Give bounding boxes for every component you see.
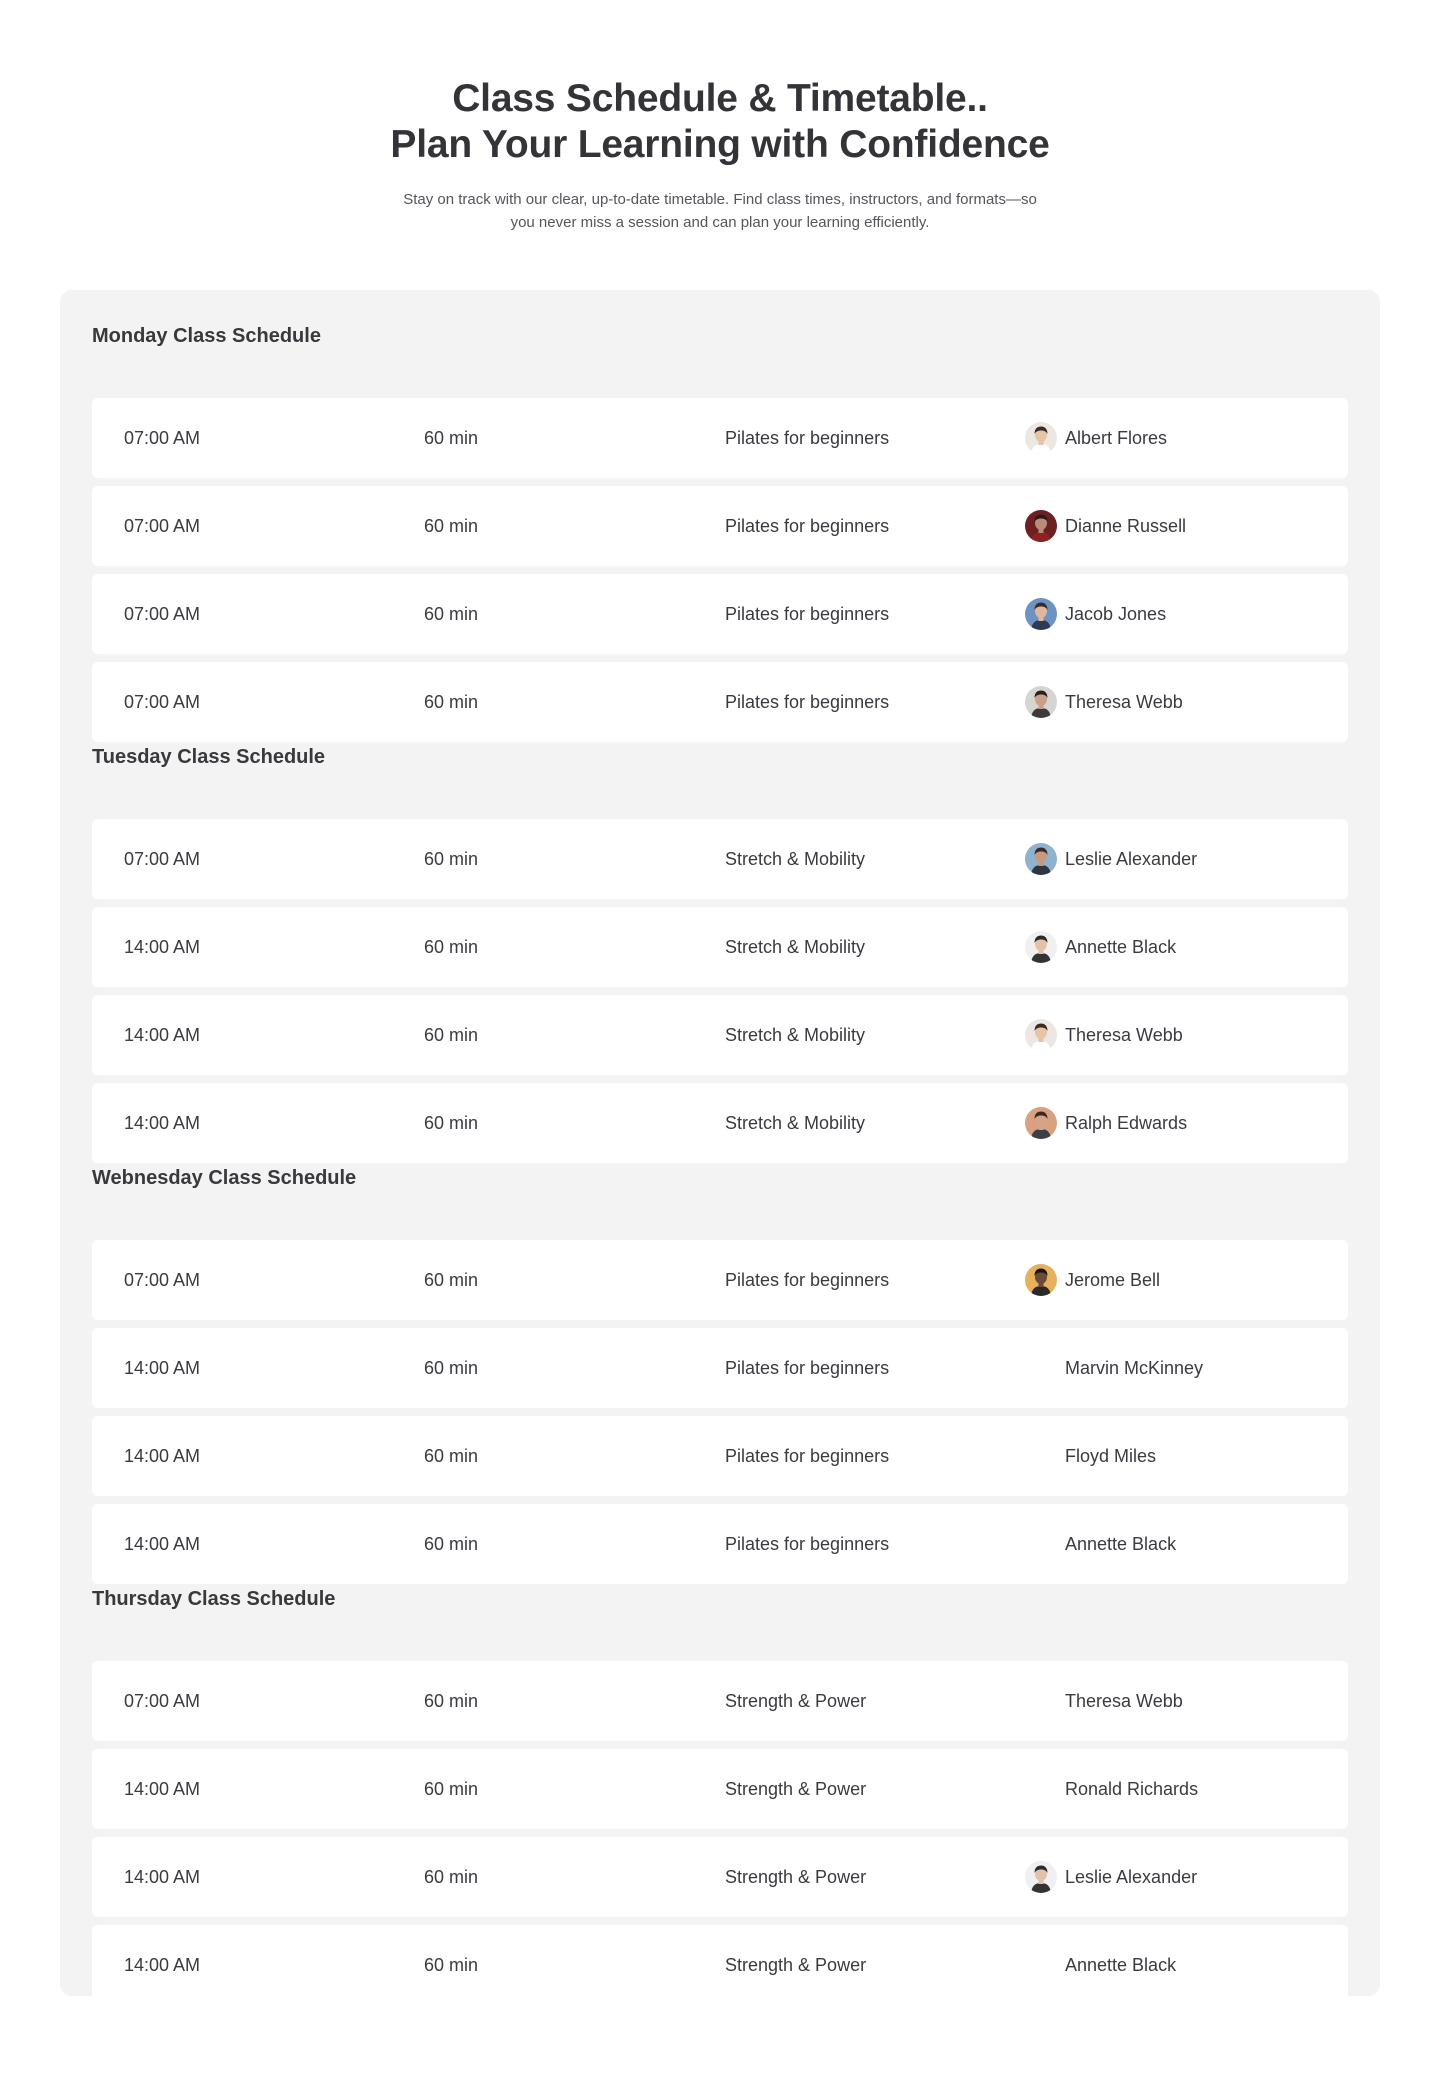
class-name: Strength & Power	[725, 1779, 867, 1799]
page-title-line-2: Plan Your Learning with Confidence	[390, 123, 1050, 166]
schedule-row[interactable]	[92, 819, 1348, 899]
schedule-row[interactable]	[92, 1749, 1348, 1829]
instructor-cell	[1025, 486, 1325, 566]
class-name: Strength & Power	[725, 1691, 867, 1711]
class-name: Pilates for beginners	[725, 604, 890, 624]
instructor-name: Ralph Edwards	[1065, 1113, 1188, 1133]
instructor-name: Marvin McKinney	[1065, 1358, 1204, 1378]
class-duration: 60 min	[424, 428, 479, 448]
instructor-cell	[1025, 1328, 1325, 1408]
instructor-cell	[1025, 1504, 1325, 1584]
class-time: 14:00 AM	[124, 1446, 201, 1466]
avatar	[1025, 1107, 1057, 1139]
avatar	[1025, 843, 1057, 875]
schedule-row[interactable]	[92, 398, 1348, 478]
class-time: 14:00 AM	[124, 1867, 201, 1887]
instructor-name: Floyd Miles	[1065, 1446, 1157, 1466]
schedule-row[interactable]	[92, 1240, 1348, 1320]
class-time: 07:00 AM	[124, 692, 201, 712]
instructor-cell	[1025, 995, 1325, 1075]
class-time: 07:00 AM	[124, 1270, 201, 1290]
class-duration: 60 min	[424, 1358, 479, 1378]
schedule-row[interactable]	[92, 995, 1348, 1075]
class-time: 14:00 AM	[124, 1113, 201, 1133]
instructor-cell	[1025, 662, 1325, 742]
class-duration: 60 min	[424, 849, 479, 869]
class-duration: 60 min	[424, 692, 479, 712]
class-duration: 60 min	[424, 1113, 479, 1133]
instructor-name: Theresa Webb	[1065, 1025, 1183, 1045]
avatar	[1025, 1019, 1057, 1051]
class-name: Pilates for beginners	[725, 1534, 890, 1554]
avatar	[1025, 1861, 1057, 1893]
class-duration: 60 min	[424, 1955, 479, 1975]
class-time: 07:00 AM	[124, 428, 201, 448]
instructor-cell	[1025, 398, 1325, 478]
class-time: 07:00 AM	[124, 849, 201, 869]
instructor-name: Jerome Bell	[1065, 1270, 1161, 1290]
instructor-cell	[1025, 1925, 1325, 2005]
class-time: 07:00 AM	[124, 516, 201, 536]
instructor-name: Dianne Russell	[1065, 516, 1187, 536]
instructor-cell	[1025, 1661, 1325, 1741]
avatar	[1025, 598, 1057, 630]
instructor-name: Ronald Richards	[1065, 1779, 1199, 1799]
schedule-row[interactable]	[92, 1837, 1348, 1917]
schedule-row[interactable]	[92, 907, 1348, 987]
class-time: 07:00 AM	[124, 1691, 201, 1711]
class-name: Strength & Power	[725, 1955, 867, 1975]
schedule-row[interactable]	[92, 1083, 1348, 1163]
instructor-name: Leslie Alexander	[1065, 1867, 1198, 1887]
instructor-cell	[1025, 819, 1325, 899]
class-duration: 60 min	[424, 1779, 479, 1799]
class-duration: 60 min	[424, 1867, 479, 1887]
class-time: 14:00 AM	[124, 1025, 201, 1045]
class-duration: 60 min	[424, 937, 479, 957]
class-duration: 60 min	[424, 1691, 479, 1711]
class-time: 14:00 AM	[124, 937, 201, 957]
thursday-schedule-title: Thursday Class Schedule	[92, 1588, 336, 1610]
schedule-row[interactable]	[92, 486, 1348, 566]
wednesday-schedule-title: Webnesday Class Schedule	[92, 1167, 357, 1189]
class-duration: 60 min	[424, 1270, 479, 1290]
schedule-row[interactable]	[92, 574, 1348, 654]
class-time: 14:00 AM	[124, 1955, 201, 1975]
schedule-row[interactable]	[92, 662, 1348, 742]
schedule-row[interactable]	[92, 1328, 1348, 1408]
instructor-name: Albert Flores	[1065, 428, 1168, 448]
class-time: 14:00 AM	[124, 1534, 201, 1554]
class-name: Pilates for beginners	[725, 516, 890, 536]
instructor-cell	[1025, 1749, 1325, 1829]
class-name: Strength & Power	[725, 1867, 867, 1887]
class-time: 14:00 AM	[124, 1779, 201, 1799]
instructor-cell	[1025, 1083, 1325, 1163]
instructor-cell	[1025, 1837, 1325, 1917]
class-name: Pilates for beginners	[725, 1270, 890, 1290]
instructor-cell	[1025, 1416, 1325, 1496]
instructor-name: Jacob Jones	[1065, 604, 1167, 624]
avatar	[1025, 510, 1057, 542]
class-name: Stretch & Mobility	[725, 1025, 866, 1045]
class-time: 14:00 AM	[124, 1358, 201, 1378]
instructor-name: Leslie Alexander	[1065, 849, 1198, 869]
instructor-name: Annette Black	[1065, 1534, 1177, 1554]
schedule-row[interactable]	[92, 1661, 1348, 1741]
schedule-panel	[60, 290, 1380, 1996]
instructor-cell	[1025, 907, 1325, 987]
class-duration: 60 min	[424, 516, 479, 536]
instructor-name: Theresa Webb	[1065, 1691, 1183, 1711]
class-time: 07:00 AM	[124, 604, 201, 624]
class-duration: 60 min	[424, 1534, 479, 1554]
class-name: Pilates for beginners	[725, 428, 890, 448]
instructor-name: Annette Black	[1065, 937, 1177, 957]
tuesday-schedule-title: Tuesday Class Schedule	[92, 746, 326, 768]
instructor-name: Theresa Webb	[1065, 692, 1183, 712]
class-duration: 60 min	[424, 1025, 479, 1045]
class-name: Stretch & Mobility	[725, 1113, 866, 1133]
class-name: Pilates for beginners	[725, 1446, 890, 1466]
instructor-cell	[1025, 574, 1325, 654]
instructor-cell	[1025, 1240, 1325, 1320]
page-subtitle: Stay on track with our clear, up-to-date timetable. Find class times, instructors, and formats—so you never miss a session and can plan your learning efficiently.	[403, 191, 1037, 231]
schedule-row[interactable]	[92, 1504, 1348, 1584]
monday-schedule-title: Monday Class Schedule	[92, 325, 321, 347]
avatar	[1025, 931, 1057, 963]
class-name: Stretch & Mobility	[725, 937, 866, 957]
avatar	[1025, 686, 1057, 718]
page-title	[0, 76, 1440, 168]
class-duration: 60 min	[424, 604, 479, 624]
instructor-name: Annette Black	[1065, 1955, 1177, 1975]
page-title-line-1: Class Schedule & Timetable..	[452, 77, 988, 120]
class-name: Pilates for beginners	[725, 1358, 890, 1378]
avatar	[1025, 1264, 1057, 1296]
class-name: Stretch & Mobility	[725, 849, 866, 869]
class-name: Pilates for beginners	[725, 692, 890, 712]
schedule-row[interactable]	[92, 1925, 1348, 2005]
class-duration: 60 min	[424, 1446, 479, 1466]
schedule-row[interactable]	[92, 1416, 1348, 1496]
avatar	[1025, 422, 1057, 454]
